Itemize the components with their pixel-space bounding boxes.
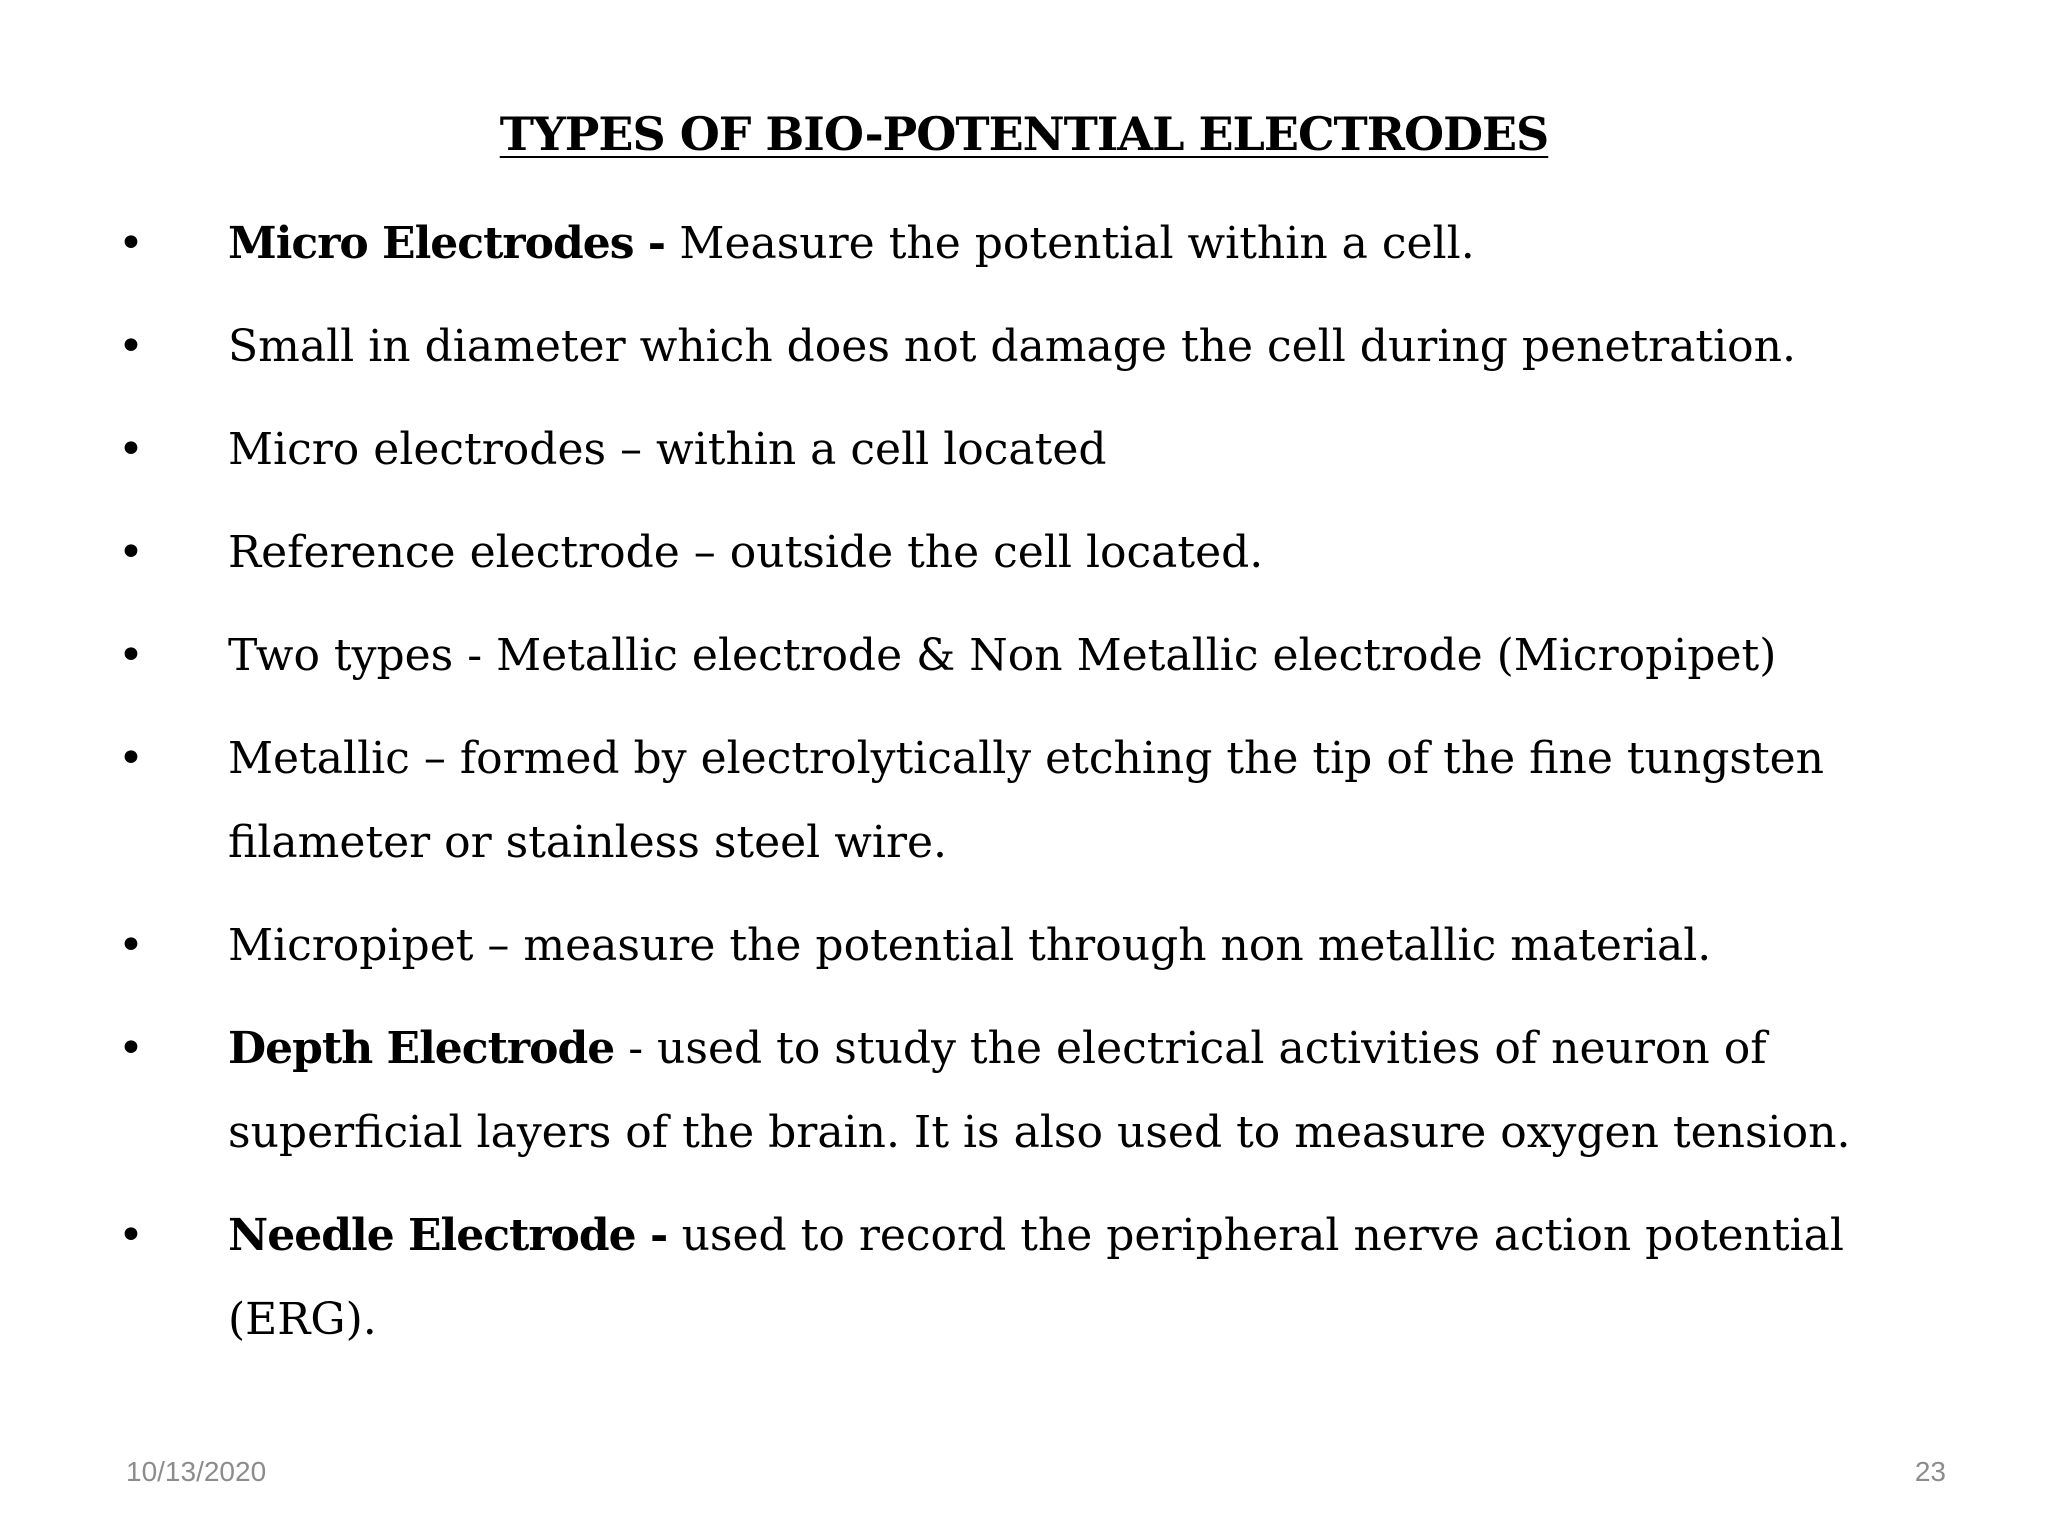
bullet-text: Small in diameter which does not damage the cell during penetration. <box>228 321 1796 372</box>
bullet-item <box>0 1194 2048 1362</box>
bullet-icon: • <box>118 1210 144 1261</box>
bullet-item <box>0 202 2048 286</box>
bullet-text: used to record the peripheral nerve action potential (ERG). <box>228 1210 1844 1345</box>
bullet-icon: • <box>118 424 144 475</box>
bullet-text: Measure the potential within a cell. <box>679 218 1475 269</box>
slide-title-text: TYPES OF BIO-POTENTIAL ELECTRODES <box>499 107 1549 161</box>
footer-date: 10/13/2020 <box>126 1456 267 1487</box>
bullet-text: Micropipet – measure the potential through non metallic material. <box>228 920 1712 971</box>
bullet-icon: • <box>118 733 144 784</box>
bullet-item <box>0 408 2048 492</box>
bullet-text: Two types - Metallic electrode & Non Metallic electrode (Micropipet) <box>228 630 1777 681</box>
bullet-item <box>0 614 2048 698</box>
bullet-icon: • <box>118 218 144 269</box>
bullet-list <box>0 202 2048 1381</box>
bullet-text: Metallic – formed by electrolytically etching the tip of the fine tungsten filameter or stainless steel wire. <box>228 733 1825 868</box>
bullet-term: Depth Electrode <box>228 1023 615 1074</box>
bullet-icon: • <box>118 630 144 681</box>
bullet-icon: • <box>118 920 144 971</box>
bullet-term: Needle Electrode - <box>228 1210 682 1261</box>
bullet-icon: • <box>118 527 144 578</box>
bullet-item <box>0 305 2048 389</box>
bullet-icon: • <box>118 1023 144 1074</box>
bullet-text: Reference electrode – outside the cell located. <box>228 527 1264 578</box>
bullet-item <box>0 717 2048 885</box>
bullet-icon: • <box>118 321 144 372</box>
bullet-text: Micro electrodes – within a cell located <box>228 424 1107 475</box>
slide-title <box>0 104 2048 164</box>
bullet-item <box>0 1007 2048 1175</box>
bullet-item <box>0 904 2048 988</box>
bullet-term: Micro Electrodes - <box>228 218 680 269</box>
footer-page-number: 23 <box>1914 1456 1946 1487</box>
bullet-text: - used to study the electrical activities of neuron of superficial layers of the brain. It is also used to measure oxygen tension. <box>228 1023 1851 1158</box>
bullet-item <box>0 511 2048 595</box>
